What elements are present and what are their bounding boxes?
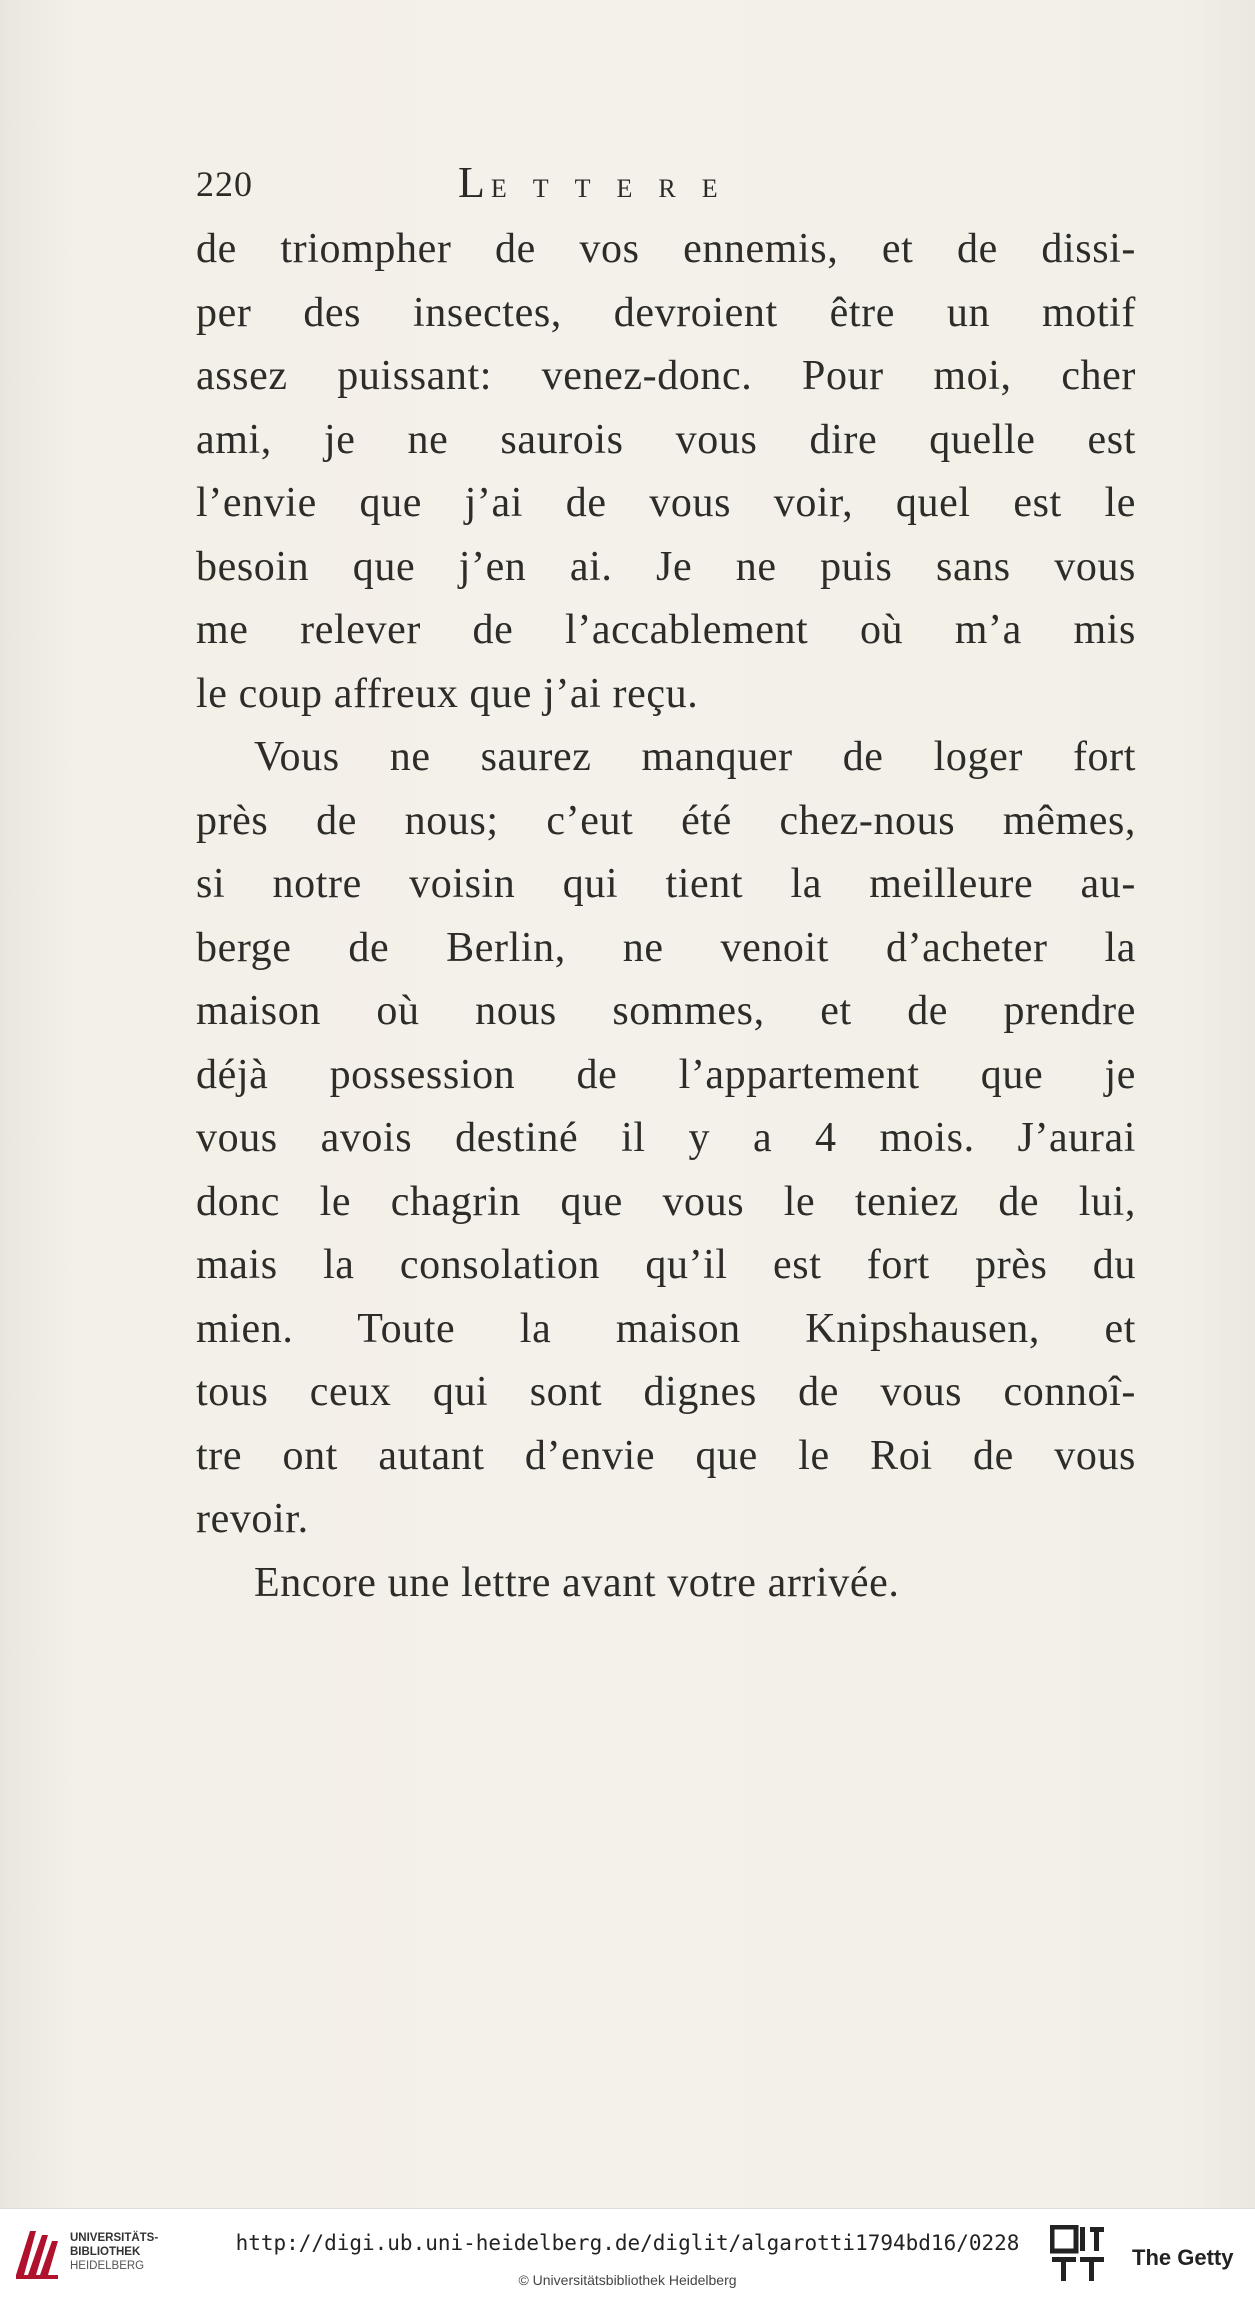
- running-title-rest: ETTERE: [490, 174, 744, 203]
- library-name-line: BIBLIOTHEK: [70, 2246, 141, 2258]
- copyright-notice: © Universitätsbibliothek Heidelberg: [518, 2272, 737, 2288]
- text-line: revoir.: [196, 1496, 309, 1542]
- text-line: ami, je ne saurois vous dire quelle est: [196, 416, 1136, 463]
- library-name-line: HEIDELBERG: [70, 2260, 145, 2272]
- text-line: le coup affreux que j’ai reçu.: [196, 670, 699, 717]
- text-line: besoin que j’en ai. Je ne puis sans vous: [196, 543, 1136, 590]
- text-line: maison où nous sommes, et de prendre: [196, 988, 1136, 1034]
- text-line: mais la consolation qu’il est fort près du: [196, 1242, 1136, 1288]
- getty-logo[interactable]: [1050, 2225, 1250, 2285]
- text-line: déjà possession de l’appartement que je: [196, 1051, 1136, 1098]
- letter-text: [196, 218, 1136, 1615]
- page-number: 220: [196, 164, 253, 204]
- text-line: assez puissant: venez-donc. Pour moi, cher: [196, 353, 1136, 399]
- text-line: mien. Toute la maison Knipshausen, et: [196, 1305, 1136, 1352]
- text-line: donc le chagrin que vous le teniez de lui,: [196, 1178, 1136, 1225]
- text-line: me relever de l’accablement où m’a mis: [196, 607, 1136, 653]
- text-line: près de nous; c’eut été chez-nous mêmes,: [196, 797, 1136, 844]
- text-line: vous avois destiné il y a 4 mois. J’aurai: [196, 1115, 1136, 1161]
- text-line: tous ceux qui sont dignes de vous connoî-: [196, 1369, 1136, 1415]
- text-line: l’envie que j’ai de vous voir, quel est le: [196, 480, 1136, 526]
- text-line: Vous ne saurez manquer de loger fort: [254, 734, 1136, 780]
- running-head: [196, 158, 876, 213]
- text-line: per des insectes, devroient être un motif: [196, 289, 1136, 336]
- text-line: tre ont autant d’envie que le Roi de vous: [196, 1432, 1136, 1479]
- library-name-line: UNIVERSITÄTS-: [70, 2232, 159, 2244]
- text-line: Encore une lettre avant votre arrivée.: [254, 1559, 900, 1606]
- text-line: berge de Berlin, ne venoit d’acheter la: [196, 924, 1136, 971]
- running-title: [458, 157, 744, 208]
- running-title-initial: L: [458, 158, 491, 207]
- partner-name: The Getty: [1132, 2245, 1234, 2270]
- getty-monogram-icon: [1050, 2225, 1106, 2283]
- text-line: si notre voisin qui tient la meilleure au-: [196, 861, 1136, 907]
- text-line: de triompher de vos ennemis, et de dissi-: [196, 226, 1136, 272]
- permalink-url[interactable]: http://digi.ub.uni-heidelberg.de/diglit/algarotti1794bd16/0228: [235, 2231, 1020, 2255]
- viewer-footer: [0, 2208, 1255, 2299]
